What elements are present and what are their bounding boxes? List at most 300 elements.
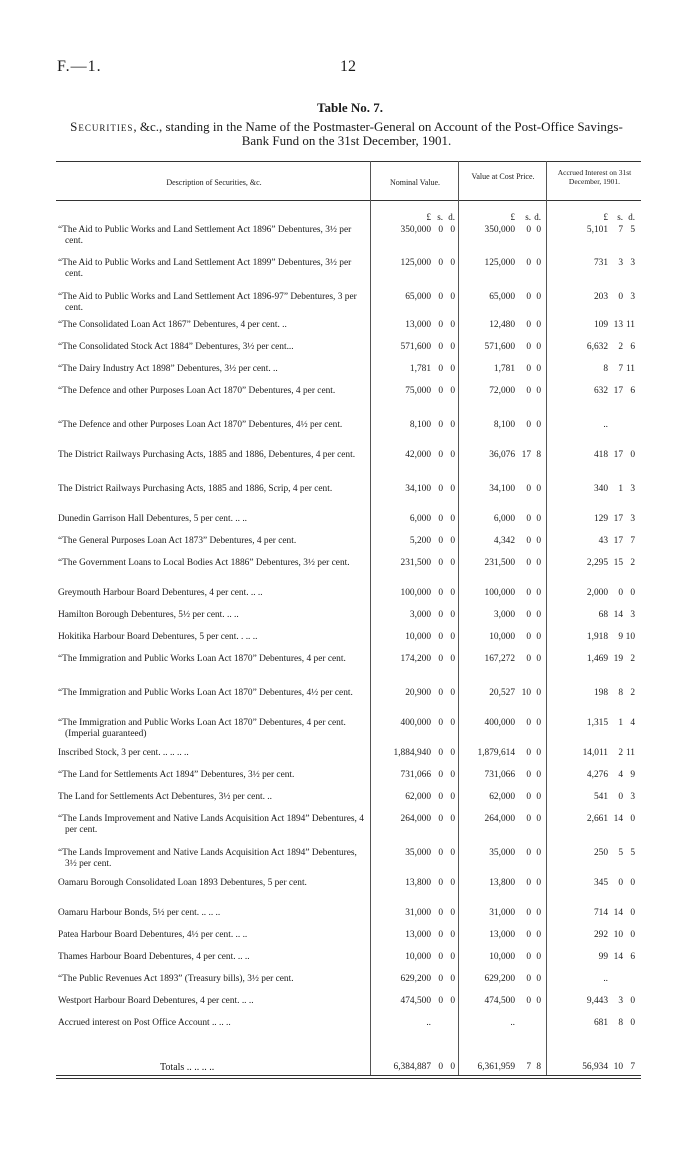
row-description: Dunedin Garrison Hall Debentures, 5 per cent. .. .. [58,514,248,524]
amount-shillings: 15 [613,558,623,568]
totals-rule-double [56,1078,641,1079]
row-description: “The Immigration and Public Works Loan Act 1870” Debentures, 4½ per cent. [58,688,353,698]
row-description: “The Land for Settlements Act 1894” Debentures, 3½ per cent. [58,770,295,780]
amount-pence: 7 [630,1062,635,1072]
amount-shillings: 0 [526,792,531,802]
amount-pounds: 474,500 [400,996,431,1006]
amount-pence: 0 [536,514,541,524]
amount-pounds: 100,000 [484,588,515,598]
amount-pence: 0 [536,908,541,918]
amount-pence: 0 [450,514,455,524]
amount-pounds: 10,000 [489,632,515,642]
amount-shillings: 0 [438,878,443,888]
amount-pence: 0 [536,386,541,396]
unit-pence: d. [628,212,635,222]
amount-pence: 0 [450,292,455,302]
amount-pounds: 65,000 [489,292,515,302]
amount-shillings: 17 [613,514,623,524]
amount-pence: 0 [450,632,455,642]
amount-pence: 3 [630,292,635,302]
amount-pence: 0 [450,688,455,698]
row-description: “The Aid to Public Works and Land Settlement Act 1899” Debentures, 3½ per cent. [58,258,352,279]
amount-shillings: 2 [618,748,623,758]
amount-pence: 0 [450,654,455,664]
amount-pence: 0 [450,610,455,620]
amount-pounds: 681 [593,1018,608,1028]
amount-pounds: 109 [593,320,608,330]
amount-pounds: 571,600 [484,342,515,352]
row-description: The Land for Settlements Act Debentures, 3½ per cent. .. [58,792,272,802]
amount-pence: 0 [536,320,541,330]
amount-pounds: 1,918 [586,632,608,642]
row-description: “The Consolidated Loan Act 1867” Debentures, 4 per cent. .. [58,320,287,330]
amount-pence: 0 [630,588,635,598]
amount-pence: 0 [450,814,455,824]
amount-pence: 0 [536,632,541,642]
amount-pounds: 8,100 [493,420,515,430]
amount-pence: 0 [536,342,541,352]
amount-shillings: 0 [438,342,443,352]
amount-shillings: 14 [613,908,623,918]
amount-pounds: 174,200 [400,654,431,664]
row-description: Hokitika Harbour Board Debentures, 5 per cent. . .. .. [58,632,258,642]
amount-pounds: 6,000 [409,514,431,524]
row-description: Hamilton Borough Debentures, 5½ per cent. .. .. [58,610,239,620]
amount-pence: 2 [630,654,635,664]
unit-pence: d. [534,212,541,222]
amount-pence: 0 [630,908,635,918]
amount-shillings: 0 [438,320,443,330]
row-description: Accrued interest on Post Office Account .. .. .. [58,1018,231,1028]
amount-pence: 0 [536,952,541,962]
amount-shillings: 10 [521,688,531,698]
amount-shillings: 0 [438,225,443,235]
amount-pence: 7 [630,536,635,546]
amount-shillings: 0 [526,974,531,984]
amount-pence: 0 [536,930,541,940]
amount-shillings: 2 [618,342,623,352]
row-description: “The Aid to Public Works and Land Settlement Act 1896-97” Debentures, 3 per cent. [58,292,357,313]
amount-shillings: 0 [526,632,531,642]
row-description: Patea Harbour Board Debentures, 4½ per cent. .. .. [58,930,248,940]
amount-pence: 0 [536,588,541,598]
amount-pounds: 350,000 [484,225,515,235]
amount-shillings: 0 [526,484,531,494]
amount-shillings: 0 [526,996,531,1006]
column-header-cost: Value at Cost Price. [471,172,535,181]
amount-shillings: 0 [526,292,531,302]
amount-shillings: 1 [618,718,623,728]
amount-shillings: 14 [613,952,623,962]
amount-pounds: 2,000 [586,588,608,598]
amount-pence: 0 [536,974,541,984]
row-description: “The Dairy Industry Act 1898” Debentures, 3½ per cent. .. [58,364,278,374]
amount-pence: 0 [536,848,541,858]
row-description: “The General Purposes Loan Act 1873” Debentures, 4 per cent. [58,536,297,546]
amount-shillings: 0 [438,484,443,494]
amount-pence: 3 [630,792,635,802]
caption-text: , &c., standing in the Name of the Postmaster-General on Account of the Post-Office Savings-Bank Fund on the 31st December, 1901. [133,119,623,148]
amount-shillings: 0 [438,536,443,546]
amount-shillings: 5 [618,848,623,858]
amount-shillings: 0 [526,364,531,374]
amount-pounds: 264,000 [484,814,515,824]
amount-pounds: 56,934 [582,1062,608,1072]
row-description: “The Public Revenues Act 1893” (Treasury bills), 3½ per cent. [58,974,294,984]
amount-pounds: 14,011 [582,748,608,758]
amount-pence: 0 [630,814,635,824]
amount-pence: 0 [630,878,635,888]
amount-pounds: 1,781 [409,364,431,374]
amount-pounds: 250 [593,848,608,858]
amount-pence: 5 [630,848,635,858]
amount-pounds: 20,527 [489,688,515,698]
amount-pounds: 36,076 [489,450,515,460]
row-description: “The Government Loans to Local Bodies Act 1886” Debentures, 3½ per cent. [58,558,350,568]
amount-pence: 8 [536,1062,541,1072]
amount-pence: 0 [536,364,541,374]
amount-pence: 0 [450,792,455,802]
amount-pence: 0 [536,996,541,1006]
unit-shillings: s. [617,212,623,222]
amount-shillings: 0 [618,292,623,302]
amount-shillings: 14 [613,814,623,824]
amount-pounds: 2,661 [586,814,608,824]
amount-shillings: 19 [613,654,623,664]
amount-pence: 0 [536,610,541,620]
amount-pounds: 1,469 [586,654,608,664]
amount-pounds: 400,000 [400,718,431,728]
amount-pounds: 34,100 [489,484,515,494]
amount-pounds: 35,000 [489,848,515,858]
amount-shillings: 0 [438,610,443,620]
amount-shillings: 0 [438,292,443,302]
amount-shillings: 0 [438,420,443,430]
amount-pence: 0 [536,814,541,824]
amount-shillings: 0 [618,792,623,802]
amount-shillings: 4 [618,770,623,780]
amount-pounds: 13,000 [405,320,431,330]
amount-shillings: 0 [526,536,531,546]
amount-pounds: 42,000 [405,450,431,460]
amount-pounds: 350,000 [400,225,431,235]
amount-pence: 0 [536,536,541,546]
amount-shillings: 8 [618,1018,623,1028]
row-description: “The Immigration and Public Works Loan Act 1870” Debentures, 4 per cent. [58,654,346,664]
amount-pence: 9 [630,770,635,780]
amount-pounds: 3,000 [493,610,515,620]
amount-shillings: 3 [618,996,623,1006]
amount-pence: 0 [450,258,455,268]
amount-pounds: 99 [598,952,608,962]
column-header-interest: Accrued Interest on 31st December, 1901. [557,168,632,186]
amount-pounds: 6,000 [493,514,515,524]
amount-shillings: 0 [526,952,531,962]
amount-pence: 0 [450,996,455,1006]
amount-pounds: 8 [603,364,608,374]
amount-shillings: 0 [438,364,443,374]
page-number: 12 [340,58,356,75]
amount-pounds: 68 [598,610,608,620]
amount-pounds: 100,000 [400,588,431,598]
amount-pounds: 62,000 [489,792,515,802]
amount-pence: 0 [630,450,635,460]
amount-pence: 0 [450,952,455,962]
amount-pence: 0 [630,930,635,940]
column-header-nominal: Nominal Value. [389,178,441,187]
amount-shillings: 0 [438,588,443,598]
amount-pence: 0 [536,770,541,780]
amount-shillings: 0 [438,996,443,1006]
amount-pence: 0 [450,908,455,918]
amount-shillings: 0 [438,718,443,728]
amount-shillings: 0 [526,610,531,620]
amount-shillings: 10 [613,1062,623,1072]
amount-pounds: 10,000 [405,952,431,962]
column-header-description: Description of Securities, &c. [166,178,262,187]
amount-pence: 0 [450,930,455,940]
amount-pence: 11 [625,364,635,374]
amount-pounds: 34,100 [405,484,431,494]
amount-pounds: 129 [593,514,608,524]
unit-pound: £ [426,212,431,222]
amount-shillings: 0 [438,952,443,962]
row-description: “The Defence and other Purposes Loan Act 1870” Debentures, 4 per cent. [58,386,336,396]
row-description: Thames Harbour Board Debentures, 4 per cent. .. .. [58,952,250,962]
amount-pence: 0 [536,258,541,268]
amount-pounds: 43 [598,536,608,546]
amount-shillings: 0 [526,748,531,758]
amount-shillings: 0 [438,654,443,664]
amount-pounds: .. [426,1018,431,1028]
amount-shillings: 0 [526,225,531,235]
amount-pounds: 167,272 [484,654,515,664]
amount-pence: 0 [450,364,455,374]
amount-pence: 5 [630,225,635,235]
amount-pence: 2 [630,688,635,698]
amount-shillings: 1 [618,484,623,494]
amount-pounds: 340 [593,484,608,494]
amount-shillings: 0 [526,342,531,352]
row-description: Oamaru Borough Consolidated Loan 1893 Debentures, 5 per cent. [58,878,307,888]
table-title: Table No. 7. [317,100,383,115]
amount-shillings: 0 [438,748,443,758]
row-description: The District Railways Purchasing Acts, 1885 and 1886, Scrip, 4 per cent. [58,484,333,494]
amount-pounds: 6,384,887 [393,1062,431,1072]
amount-pounds: 6,632 [586,342,608,352]
amount-shillings: 0 [526,420,531,430]
amount-pence: 0 [536,292,541,302]
amount-pence: 3 [630,258,635,268]
amount-shillings: 9 [618,632,623,642]
amount-shillings: 17 [613,450,623,460]
amount-shillings: 0 [438,258,443,268]
row-description: Greymouth Harbour Board Debentures, 4 per cent. .. .. [58,588,263,598]
row-description: “The Aid to Public Works and Land Settlement Act 1896” Debentures, 3½ per cent. [58,225,352,246]
amount-pounds: 75,000 [405,386,431,396]
amount-pounds: 629,200 [484,974,515,984]
amount-pounds: 3,000 [409,610,431,620]
amount-shillings: 17 [613,536,623,546]
amount-shillings: 0 [438,558,443,568]
amount-shillings: 14 [613,610,623,620]
amount-pounds: 10,000 [489,952,515,962]
amount-pence: 10 [625,632,635,642]
amount-pence: 0 [450,588,455,598]
amount-shillings: 0 [526,654,531,664]
amount-shillings: 17 [521,450,531,460]
amount-shillings: 0 [438,792,443,802]
amount-shillings: 0 [526,718,531,728]
amount-pence: 0 [536,688,541,698]
amount-pence: 0 [450,974,455,984]
amount-pounds: 5,200 [409,536,431,546]
amount-pounds: 1,315 [586,718,608,728]
amount-shillings: 0 [438,848,443,858]
amount-pounds: 125,000 [400,258,431,268]
amount-pounds: 731,066 [400,770,431,780]
amount-shillings: 0 [438,514,443,524]
amount-shillings: 0 [526,878,531,888]
amount-pence: 0 [450,878,455,888]
amount-pounds: .. [603,420,608,430]
amount-pounds: 4,276 [586,770,608,780]
amount-pence: 0 [536,225,541,235]
amount-shillings: 0 [438,386,443,396]
row-description: Oamaru Harbour Bonds, 5½ per cent. .. .. .. [58,908,221,918]
amount-pounds: 203 [593,292,608,302]
amount-pence: 8 [536,450,541,460]
amount-pounds: 6,361,959 [477,1062,515,1072]
amount-pounds: 632 [593,386,608,396]
amount-pounds: 400,000 [484,718,515,728]
amount-pence: 3 [630,484,635,494]
amount-pounds: 20,900 [405,688,431,698]
amount-pounds: 35,000 [405,848,431,858]
amount-pounds: 264,000 [400,814,431,824]
row-description: “The Defence and other Purposes Loan Act 1870” Debentures, 4½ per cent. [58,420,343,430]
amount-pounds: 231,500 [400,558,431,568]
amount-pounds: 714 [593,908,608,918]
amount-pounds: 13,000 [489,930,515,940]
amount-pounds: 1,781 [493,364,515,374]
amount-shillings: 3 [618,258,623,268]
amount-pounds: 571,600 [400,342,431,352]
row-description: Inscribed Stock, 3 per cent. .. .. .. .. [58,748,189,758]
amount-shillings: 10 [613,930,623,940]
amount-pounds: 1,879,614 [477,748,515,758]
amount-shillings: 0 [526,770,531,780]
amount-shillings: 17 [613,386,623,396]
unit-shillings: s. [437,212,443,222]
amount-pounds: 5,101 [586,225,608,235]
amount-shillings: 0 [438,632,443,642]
amount-pounds: 13,800 [489,878,515,888]
amount-pounds: 292 [593,930,608,940]
unit-shillings: s. [525,212,531,222]
amount-pounds: 4,342 [493,536,515,546]
amount-pence: 0 [450,386,455,396]
amount-pence: 0 [536,654,541,664]
amount-pence: 0 [536,792,541,802]
amount-shillings: 0 [526,386,531,396]
amount-shillings: 0 [526,558,531,568]
amount-pounds: 541 [593,792,608,802]
totals-label: Totals .. .. .. .. [160,1062,215,1073]
amount-shillings: 0 [438,814,443,824]
amount-pence: 11 [625,748,635,758]
amount-pence: 0 [536,748,541,758]
amount-shillings: 0 [438,908,443,918]
amount-pence: 3 [630,610,635,620]
amount-pence: 6 [630,342,635,352]
amount-shillings: 0 [526,814,531,824]
row-description: “The Lands Improvement and Native Lands Acquisition Act 1894” Debentures, 3½ per cent. [58,848,357,869]
caption-smallcaps: Securities [70,119,134,134]
table-top-rule [56,161,641,162]
amount-pounds: 31,000 [405,908,431,918]
amount-pence: 0 [450,536,455,546]
amount-pounds: 731 [593,258,608,268]
amount-pence: 0 [450,484,455,494]
amount-pounds: 65,000 [405,292,431,302]
amount-pence: 4 [630,718,635,728]
amount-shillings: 13 [613,320,623,330]
amount-shillings: 0 [618,878,623,888]
row-description: “The Lands Improvement and Native Lands Acquisition Act 1894” Debentures, 4 per cent. [58,814,364,835]
row-description: “The Immigration and Public Works Loan Act 1870” Debentures, 4 per cent. (Imperial guaranteed) [58,718,346,739]
amount-pounds: 9,443 [586,996,608,1006]
amount-shillings: 0 [438,930,443,940]
header-rule [56,200,641,201]
unit-pound: £ [603,212,608,222]
amount-pounds: 13,800 [405,878,431,888]
amount-pence: 0 [450,770,455,780]
amount-pence: 0 [450,342,455,352]
amount-pounds: 72,000 [489,386,515,396]
amount-shillings: 7 [618,364,623,374]
amount-pounds: 2,295 [586,558,608,568]
amount-pounds: .. [603,974,608,984]
amount-pounds: 345 [593,878,608,888]
amount-pounds: 12,480 [489,320,515,330]
amount-pence: 0 [450,320,455,330]
amount-shillings: 0 [526,514,531,524]
amount-shillings: 0 [438,1062,443,1072]
amount-shillings: 0 [438,450,443,460]
amount-shillings: 0 [526,258,531,268]
amount-pounds: 418 [593,450,608,460]
amount-pence: 0 [450,1062,455,1072]
amount-pence: 0 [630,1018,635,1028]
amount-pence: 0 [536,558,541,568]
amount-shillings: 0 [526,320,531,330]
row-description: Westport Harbour Board Debentures, 4 per cent. .. .. [58,996,254,1006]
amount-pence: 6 [630,386,635,396]
amount-pence: 0 [536,878,541,888]
amount-pounds: 731,066 [484,770,515,780]
amount-pence: 0 [450,718,455,728]
amount-pence: 6 [630,952,635,962]
amount-pounds: 198 [593,688,608,698]
amount-shillings: 0 [438,688,443,698]
amount-pence: 2 [630,558,635,568]
amount-pence: 0 [536,420,541,430]
amount-pence: 0 [450,848,455,858]
amount-pence: 11 [625,320,635,330]
unit-pence: d. [448,212,455,222]
unit-pound: £ [510,212,515,222]
